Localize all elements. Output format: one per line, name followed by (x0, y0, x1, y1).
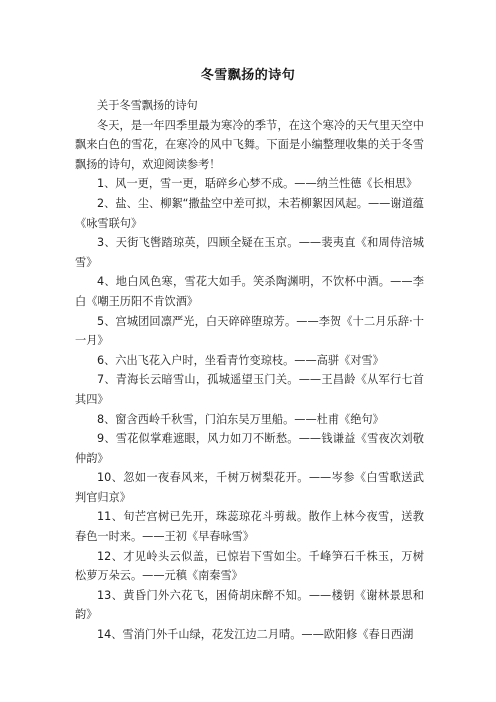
poem-line: 10、忽如一夜春风来，千树万树梨花开。——岑参《白雪歌送武判官归京》 (75, 471, 424, 504)
paragraph-subtitle: 关于冬雪飘扬的诗句 (97, 99, 198, 112)
poem-line: 14、雪消门外千山绿，花发江边二月晴。——欧阳修《春日西湖 (97, 628, 414, 642)
document-title: 冬雪飘扬的诗句 (200, 68, 296, 83)
poem-line: 3、天街飞辔踏琼英，四顾全疑在玉京。——裴夷直《和周侍涪城雪》 (75, 236, 424, 269)
document-body (75, 96, 424, 645)
poem-line: 4、地白风色寒，雪花大如手。笑杀陶渊明，不饮杯中酒。——李白《嘲王历阳不肯饮酒》 (75, 275, 424, 308)
poem-line: 7、青海长云暗雪山，孤城遥望玉门关。——王昌龄《从军行七首其四》 (75, 373, 424, 406)
poem-line: 8、窗含西岭千秋雪，门泊东吴万里船。——杜甫《绝句》 (97, 412, 384, 426)
poem-line: 13、黄昏门外六花飞，困倚胡床醉不知。——楼钥《谢林景思和韵》 (75, 588, 424, 622)
paragraph-intro: 冬天，是一年四季里最为寒冷的季节，在这个寒冷的天气里天空中飘来白色的雪花，在寒冷的风中飞舞。下面是小编整理收集的关于冬雪飘扬的诗句，欢迎阅读参考！ (75, 118, 424, 171)
poem-line: 12、才见岭头云似盖，已惊岩下雪如尘。千峰笋石千株玉，万树松萝万朵云。——元稹《南秦雪》 (75, 549, 424, 583)
poem-line: 6、六出飞花入户时，坐看青竹变琼枝。——高骈《对雪》 (97, 353, 384, 367)
poem-line: 9、雪花似掌难遮眼，风力如刀不断愁。——钱谦益《雪夜次刘敬仲韵》 (75, 432, 424, 465)
poem-line: 1、风一更，雪一更，聒碎乡心梦不成。——纳兰性德《长相思》 (97, 177, 418, 191)
poem-line: 5、宫城团回凛严光，白天碎碎堕琼芳。——李贺《十二月乐辞·十一月》 (75, 314, 424, 348)
poem-line: 11、旬芒宫树已先开，珠蕊琼花斗剪裁。散作上林今夜雪，送教春色一时来。——王初《早春咏雪》 (75, 510, 424, 544)
poem-line: 2、盐、尘、柳絮“撒盐空中差可拟，未若柳絮因风起。——谢道蕴《咏雪联句》 (75, 196, 424, 230)
